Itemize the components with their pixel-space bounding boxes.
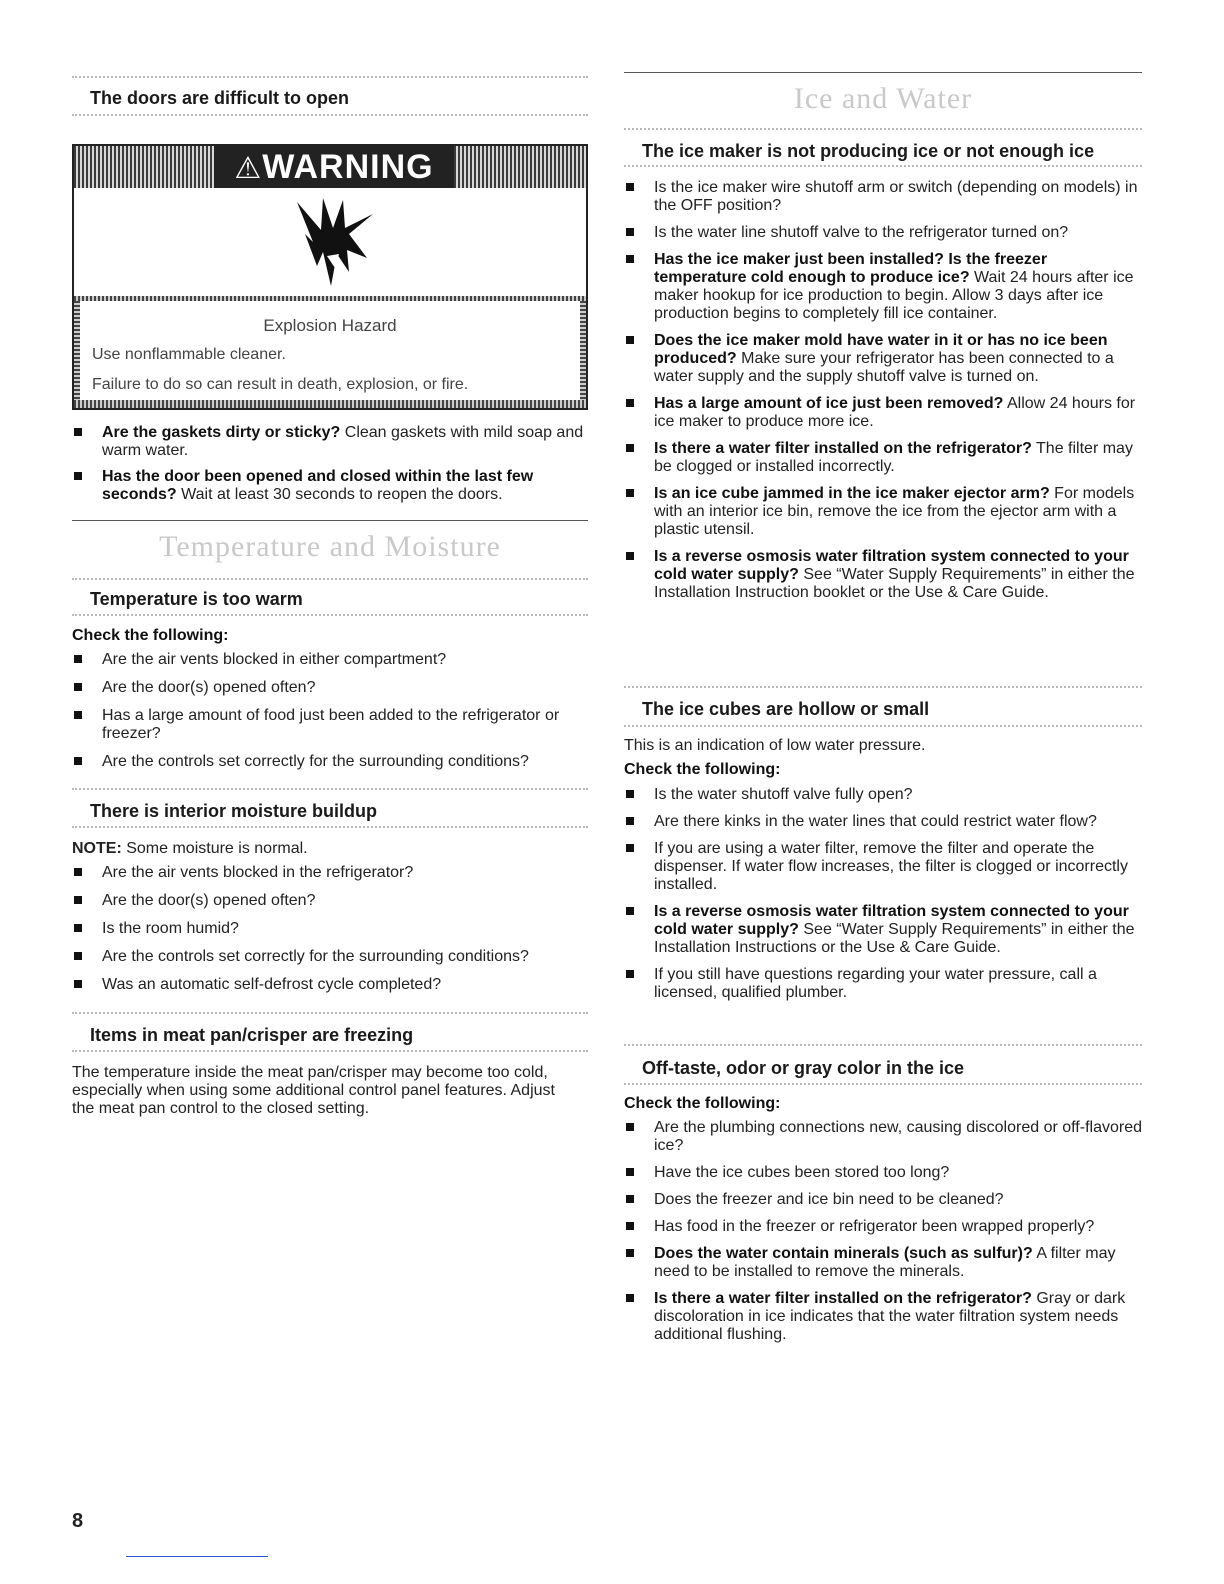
list-item: Has food in the freezer or refrigerator been wrapped properly? xyxy=(624,1218,1142,1236)
section-title-temperature: Temperature and Moisture xyxy=(159,530,501,563)
list-item: Does the water contain minerals (such as sulfur)? A filter may need to be installed to remove the minerals. xyxy=(624,1245,1142,1281)
not-producing-heading: The ice maker is not producing ice or not enough ice xyxy=(642,141,1095,161)
hollow-list xyxy=(624,786,1142,1002)
warning-label: ⚠WARNING xyxy=(214,146,454,188)
hollow-intro: This is an indication of low water pressure. xyxy=(624,737,926,754)
divider xyxy=(72,76,588,78)
divider xyxy=(72,578,588,580)
warning-separator xyxy=(74,296,586,301)
check-label: Check the following: xyxy=(72,627,229,644)
list-item: Has a large amount of ice just been removed? Allow 24 hours for ice maker to produce more ice. xyxy=(624,395,1142,431)
footer-rule xyxy=(126,1556,268,1557)
freezing-text: The temperature inside the meat pan/crisper may become too cold, especially when using some additional control panel features. Adjust the meat pan control to the closed setting. xyxy=(72,1064,555,1117)
list-item: Is an ice cube jammed in the ice maker ejector arm? For models with an interior ice bin, remove the ice from the ejector arm with a plastic utensil. xyxy=(624,485,1142,539)
list-item: Are the air vents blocked in either compartment? xyxy=(72,651,588,669)
warning-border-bottom xyxy=(74,400,586,408)
temp-warm-list xyxy=(72,651,588,771)
list-item: Are the air vents blocked in the refrigerator? xyxy=(72,864,588,882)
offtaste-list xyxy=(624,1119,1142,1344)
warning-box xyxy=(72,144,588,410)
moisture-note: NOTE: Some moisture is normal. xyxy=(72,840,308,857)
offtaste-heading: Off-taste, odor or gray color in the ice xyxy=(642,1058,965,1078)
freezing-heading: Items in meat pan/crisper are freezing xyxy=(90,1025,414,1045)
list-item: Has the door been opened and closed within the last few seconds? Wait at least 30 seconds to reopen the doors. xyxy=(72,468,588,504)
divider xyxy=(72,520,588,521)
warning-triangle-icon: ⚠ xyxy=(234,152,263,185)
list-item: Was an automatic self-defrost cycle completed? xyxy=(72,976,588,994)
divider xyxy=(72,114,588,116)
moisture-heading: There is interior moisture buildup xyxy=(90,801,378,821)
check-label: Check the following: xyxy=(624,1095,781,1112)
list-item: Are the gaskets dirty or sticky? Clean gaskets with mild soap and warm water. xyxy=(72,424,588,460)
list-item: If you are using a water filter, remove the filter and operate the dispenser. If water flow increases, the filter is clogged or incorrectly installed. xyxy=(624,840,1142,894)
divider xyxy=(624,72,1142,73)
list-item: Does the ice maker mold have water in it or has no ice been produced? Make sure your refrigerator has been connected to a water supply and the supply shutoff valve is turned on. xyxy=(624,332,1142,386)
list-item: Are the door(s) opened often? xyxy=(72,892,588,910)
list-item: Is the ice maker wire shutoff arm or switch (depending on models) in the OFF position? xyxy=(624,179,1142,215)
list-item: Are the controls set correctly for the surrounding conditions? xyxy=(72,753,588,771)
list-item: Is the water line shutoff valve to the refrigerator turned on? xyxy=(624,224,1142,242)
list-item: Is the room humid? xyxy=(72,920,588,938)
divider xyxy=(624,725,1142,727)
warning-instruction: Use nonflammable cleaner. xyxy=(92,346,286,363)
warning-consequence: Failure to do so can result in death, explosion, or fire. xyxy=(92,376,469,393)
list-item: Is there a water filter installed on the refrigerator? The filter may be clogged or installed incorrectly. xyxy=(624,440,1142,476)
divider xyxy=(624,1044,1142,1046)
list-item: Are there kinks in the water lines that could restrict water flow? xyxy=(624,813,1142,831)
divider xyxy=(72,1050,588,1052)
list-item: Is a reverse osmosis water filtration system connected to your cold water supply? See “Water Supply Requirements” in either the Installation Instruction booklet or the Use & Care Guide. xyxy=(624,548,1142,602)
list-item: Does the freezer and ice bin need to be cleaned? xyxy=(624,1191,1142,1209)
moisture-list xyxy=(72,864,588,994)
list-item: Is the water shutoff valve fully open? xyxy=(624,786,1142,804)
divider xyxy=(624,128,1142,130)
divider xyxy=(72,788,588,790)
temp-warm-heading: Temperature is too warm xyxy=(90,589,303,609)
divider xyxy=(624,1083,1142,1085)
doors-heading: The doors are difficult to open xyxy=(90,88,350,108)
list-item: Have the ice cubes been stored too long? xyxy=(624,1164,1142,1182)
list-item: Has the ice maker just been installed? Is the freezer temperature cold enough to produce ice? Wait 24 hours after ice maker hookup for ice production to begin. Allow 3 days after ice production begins to completely fill ice container. xyxy=(624,251,1142,323)
list-item: Are the controls set correctly for the surrounding conditions? xyxy=(72,948,588,966)
doors-list xyxy=(72,424,588,504)
page-number: 8 xyxy=(72,1510,84,1532)
divider xyxy=(72,826,588,828)
list-item: Is a reverse osmosis water filtration system connected to your cold water supply? See “Water Supply Requirements” in either the Installation Instructions or the Use & Care Guide. xyxy=(624,903,1142,957)
divider xyxy=(72,1012,588,1014)
list-item: Is there a water filter installed on the refrigerator? Gray or dark discoloration in ice indicates that the water filtration system needs additional flushing. xyxy=(624,1290,1142,1344)
hazard-title: Explosion Hazard xyxy=(263,316,397,335)
list-item: Are the door(s) opened often? xyxy=(72,679,588,697)
divider xyxy=(72,614,588,616)
hollow-heading: The ice cubes are hollow or small xyxy=(642,699,930,719)
check-label: Check the following: xyxy=(624,761,781,778)
section-title-ice-water: Ice and Water xyxy=(793,82,973,115)
explosion-icon xyxy=(287,194,377,294)
list-item: Has a large amount of food just been added to the refrigerator or freezer? xyxy=(72,707,588,743)
divider xyxy=(624,165,1142,167)
list-item: Are the plumbing connections new, causing discolored or off-flavored ice? xyxy=(624,1119,1142,1155)
not-producing-list xyxy=(624,179,1142,602)
list-item: If you still have questions regarding your water pressure, call a licensed, qualified plumber. xyxy=(624,966,1142,1002)
divider xyxy=(624,686,1142,688)
